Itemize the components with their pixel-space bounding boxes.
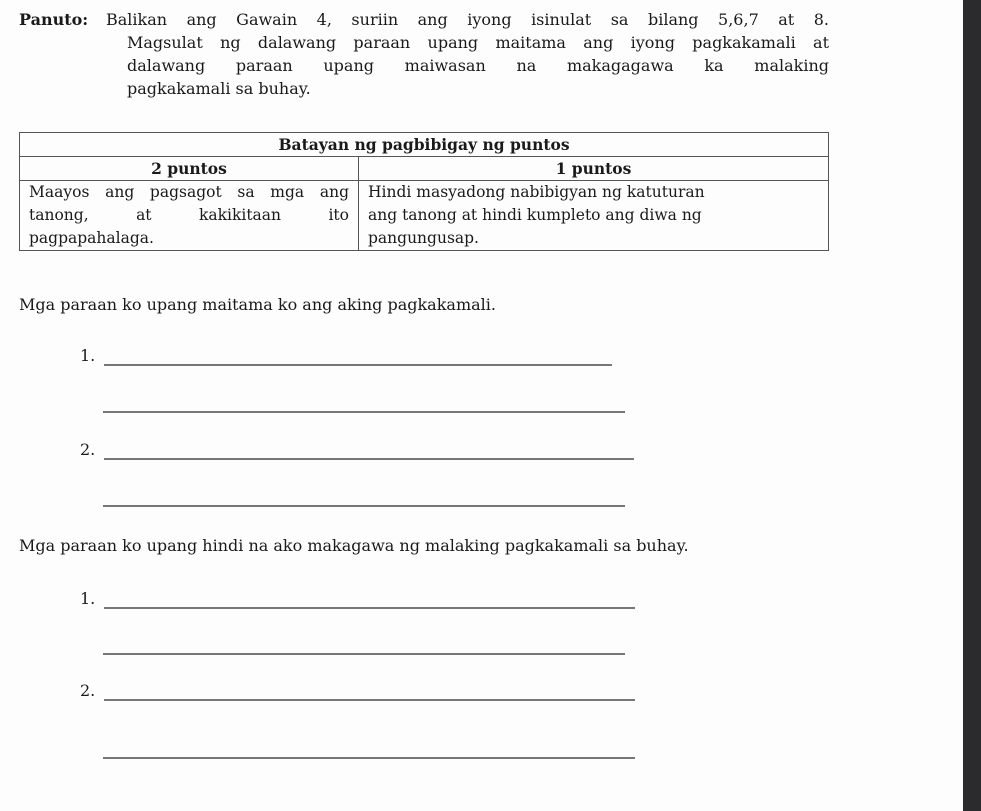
- rubric-table: [19, 132, 829, 251]
- item-number: 1.: [80, 346, 96, 365]
- answer-line[interactable]: [103, 411, 625, 413]
- answer-line[interactable]: [103, 757, 635, 759]
- rubric-text: tanong, at kakikitaan ito: [29, 206, 349, 224]
- item-number: 2.: [80, 440, 96, 459]
- rubric-criteria-2-points: [20, 181, 359, 251]
- item-number: 1.: [80, 589, 96, 608]
- instructions-line: Magsulat ng dalawang paraan upang maitama ang iyong pagkakamali at: [127, 33, 829, 52]
- answer-line[interactable]: [104, 458, 634, 460]
- viewer-side-panel: [963, 0, 981, 811]
- instructions-line: dalawang paraan upang maiwasan na makagagawa ka malaking: [127, 56, 829, 75]
- section2-title: Mga paraan ko upang hindi na ako makagawa ng malaking pagkakamali sa buhay.: [19, 536, 689, 555]
- rubric-text: pagpapahalaga.: [29, 229, 154, 247]
- section1-title: Mga paraan ko upang maitama ko ang aking pagkakamali.: [19, 295, 496, 314]
- rubric-text: Maayos ang pagsagot sa mga ang: [29, 183, 349, 201]
- rubric-text: Hindi masyadong nabibigyan ng katuturan: [368, 183, 705, 201]
- answer-line[interactable]: [104, 699, 635, 701]
- instructions-line: pagkakamali sa buhay.: [127, 79, 311, 98]
- rubric-column-header: 2 puntos: [20, 157, 359, 181]
- rubric-criteria-1-point: [359, 181, 829, 251]
- instructions-line: Balikan ang Gawain 4, suriin ang iyong isinulat sa bilang 5,6,7 at 8.: [106, 10, 829, 29]
- answer-line[interactable]: [104, 607, 635, 609]
- rubric-text: ang tanong at hindi kumpleto ang diwa ng: [368, 206, 702, 224]
- rubric-column-header: 1 puntos: [359, 157, 829, 181]
- instructions-label: Panuto:: [19, 10, 89, 29]
- answer-line[interactable]: [103, 653, 625, 655]
- answer-line[interactable]: [104, 364, 612, 366]
- rubric-text: pangungusap.: [368, 229, 479, 247]
- answer-line[interactable]: [103, 505, 625, 507]
- item-number: 2.: [80, 681, 96, 700]
- rubric-title: Batayan ng pagbibigay ng puntos: [20, 133, 829, 157]
